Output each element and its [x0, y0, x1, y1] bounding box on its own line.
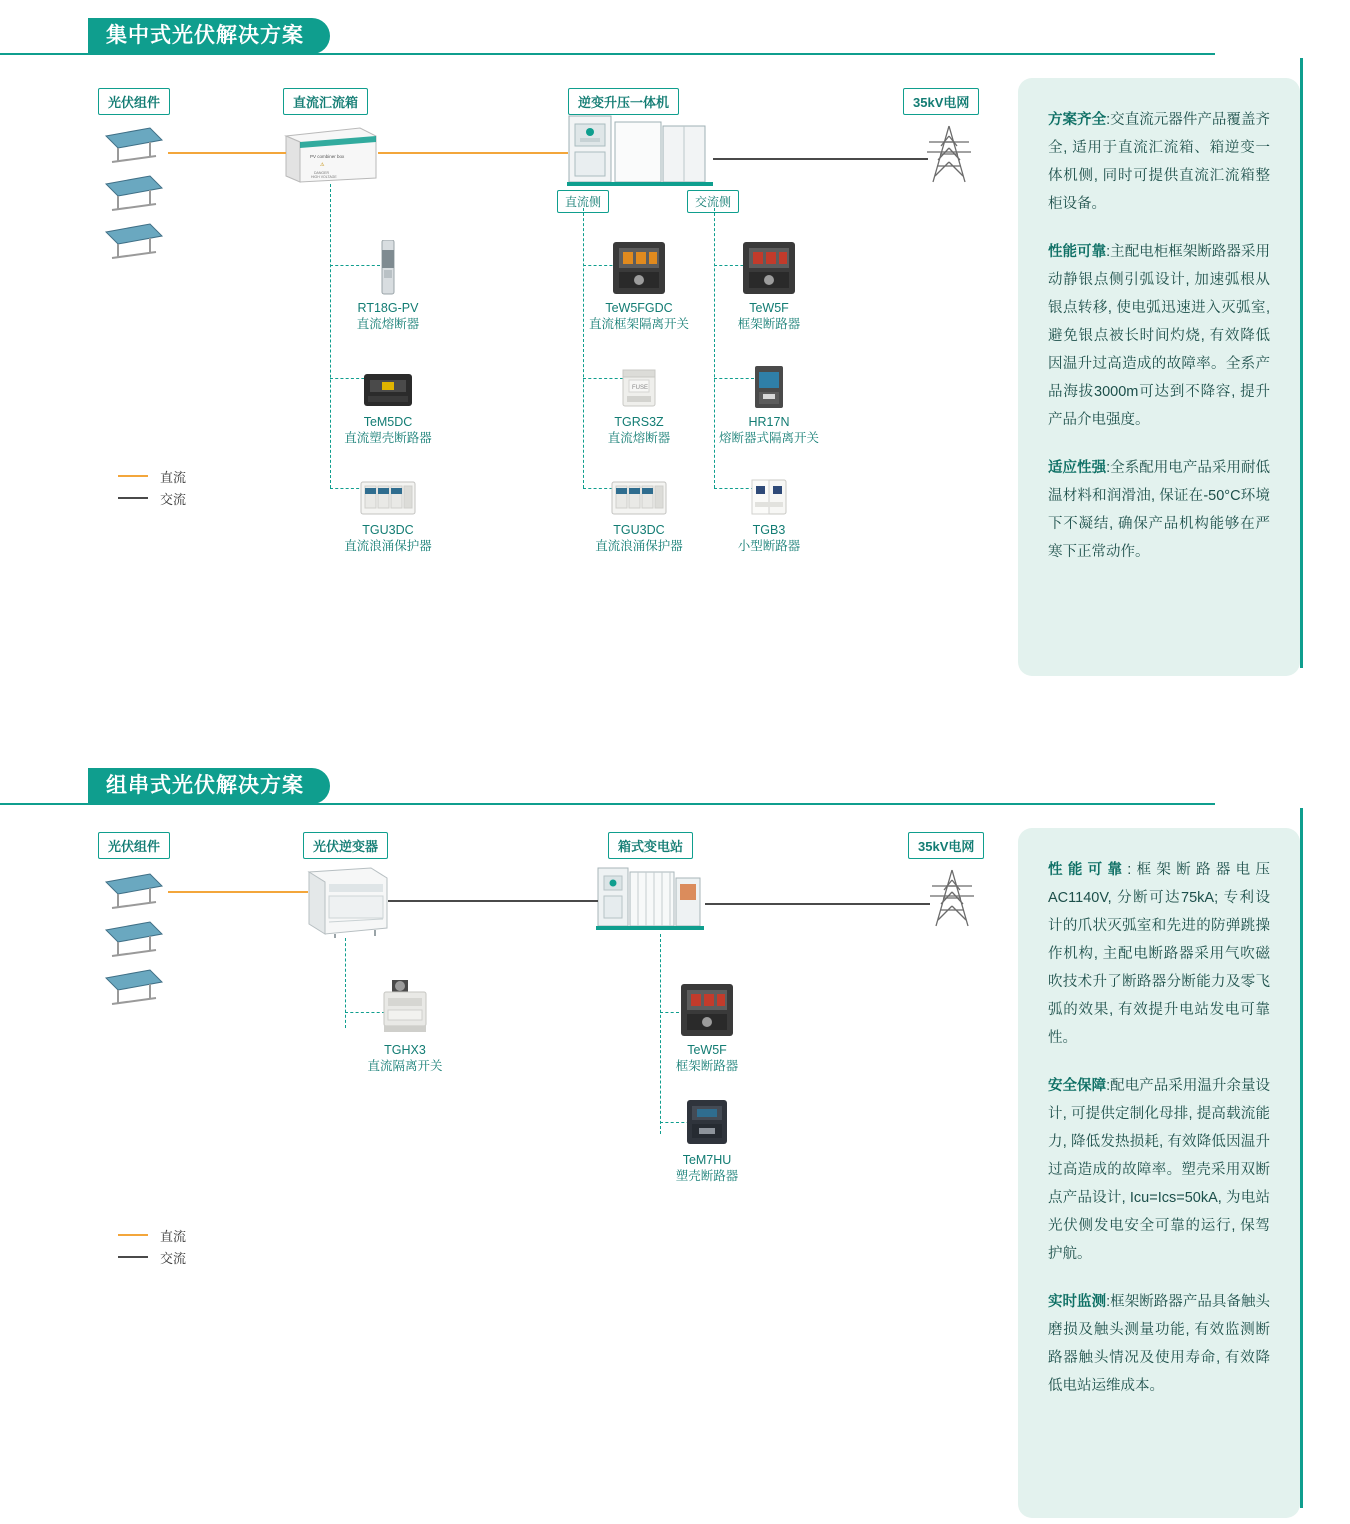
product-tem7hu — [632, 1090, 782, 1184]
section-2-title: 组串式光伏解决方案 — [88, 768, 330, 804]
pv-inverter-icon — [305, 866, 391, 938]
tgb3-icon — [694, 460, 844, 518]
info-text: :框架断路器电压AC1140V, 分断可达75kA; 专利设计的爪状灭弧室和先进的防弹跳操作机构, 主配电断路器采用气吹磁吹技术升了断路器分断能力及零飞弧的效果, 有效提升电站发电可靠性。 — [1048, 862, 1271, 1046]
legend-row-ac — [118, 487, 186, 509]
product-tew5f-2 — [632, 980, 782, 1074]
dc-line-combiner-to-inverter — [378, 152, 568, 154]
product-desc: 直流熔断器 — [356, 317, 420, 331]
product-name: TGRS3Z — [614, 415, 664, 429]
tew5f-icon-2 — [632, 980, 782, 1038]
legend-row-ac — [118, 1246, 186, 1268]
ac-line-substation-to-grid — [705, 903, 930, 905]
product-desc: 直流熔断器 — [607, 431, 671, 445]
legend-row-dc — [118, 1224, 186, 1246]
tem5dc-icon — [313, 352, 463, 410]
info-paragraph-1 — [1048, 106, 1270, 218]
legend-label-ac: 交流 — [160, 491, 187, 507]
ac-line-inverter-to-substation — [388, 900, 598, 902]
product-name: TGU3DC — [613, 523, 665, 537]
tgu3dc-icon-2 — [564, 460, 714, 518]
product-name: TeW5F — [687, 1043, 727, 1057]
stage-label-pv-inverter: 光伏逆变器 — [303, 832, 388, 859]
info-text: :框架断路器产品具备触头磨损及触头测量功能, 有效监测断路器触头情况及使用寿命, 有效降低电站运维成本。 — [1048, 1294, 1270, 1394]
product-tgu3dc-1 — [313, 460, 463, 554]
product-tgrs3z — [564, 352, 714, 446]
product-desc: 直流浪涌保护器 — [344, 539, 432, 553]
svg-text:HIGH VOLTAGE: HIGH VOLTAGE — [311, 175, 337, 179]
info-paragraph-3 — [1048, 454, 1270, 566]
section-2-header — [88, 768, 330, 804]
info-title: 性能可靠 — [1048, 244, 1107, 260]
info-text: :全系配用电产品采用耐低温材料和润滑油, 保证在-50°C环境下不凝结, 确保产品机构能够在严寒下正常动作。 — [1048, 460, 1270, 560]
legend-swatch-ac — [118, 497, 148, 499]
stage-label-inverter-booster: 逆变升压一体机 — [568, 88, 679, 115]
product-name: TGB3 — [752, 523, 786, 537]
stage-label-substation: 箱式变电站 — [608, 832, 693, 859]
info-title: 性能可靠 — [1048, 862, 1128, 878]
product-hr17n — [694, 352, 844, 446]
product-tgu3dc-2 — [564, 460, 714, 554]
product-tem5dc — [313, 352, 463, 446]
tem7hu-icon — [632, 1090, 782, 1148]
pv-array-icon-1 — [100, 122, 190, 272]
legend-label-dc: 直流 — [160, 1228, 187, 1244]
grid-tower-icon-1 — [925, 122, 973, 184]
product-desc: 直流框架隔离开关 — [588, 317, 689, 331]
combiner-box-icon — [284, 122, 379, 184]
legend-swatch-dc — [118, 1234, 148, 1236]
panel-accent-1 — [1300, 58, 1303, 668]
product-name: HR17N — [748, 415, 790, 429]
info-paragraph-2 — [1048, 1072, 1270, 1268]
legend-label-ac: 交流 — [160, 1250, 187, 1266]
legend-swatch-dc — [118, 475, 148, 477]
product-name: TeM5DC — [363, 415, 413, 429]
product-desc: 直流隔离开关 — [367, 1059, 443, 1073]
rt18g-pv-icon — [313, 238, 463, 296]
tghx3-icon — [330, 980, 480, 1038]
info-text: :交直流元器件产品覆盖齐全, 适用于直流汇流箱、箱逆变一体机侧, 同时可提供直流汇流箱整柜设备。 — [1048, 112, 1270, 212]
inverter-booster-icon — [567, 112, 717, 190]
tgu3dc-icon-1 — [313, 460, 463, 518]
info-text: :主配电柜框架断路器采用动静银点侧引弧设计, 加速弧根从银点转移, 使电弧迅速进入灭弧室, 避免银点被长时间灼烧, 有效降低因温升过高造成的故障率。全系产品海拔3000m可达到不降容, 提升产品介电强度。 — [1048, 244, 1270, 428]
hr17n-icon — [694, 352, 844, 410]
product-desc: 熔断器式隔离开关 — [718, 431, 819, 445]
info-panel-2 — [1018, 828, 1300, 1518]
product-name: TeW5FGDC — [605, 301, 673, 315]
tew5fgdc-icon — [564, 238, 714, 296]
tew5f-icon-1 — [694, 238, 844, 296]
substation-icon — [596, 862, 706, 934]
panel-accent-2 — [1300, 808, 1303, 1508]
product-desc: 直流塑壳断路器 — [344, 431, 432, 445]
legend-swatch-ac — [118, 1256, 148, 1258]
legend-1 — [118, 465, 186, 509]
info-title: 适应性强 — [1048, 460, 1107, 476]
tag-dc-side: 直流侧 — [557, 190, 609, 213]
dc-line-module-to-inverter-2 — [168, 891, 308, 893]
product-tew5fgdc — [564, 238, 714, 332]
product-desc: 框架断路器 — [737, 317, 801, 331]
stage-label-grid-1: 35kV电网 — [903, 88, 979, 115]
ac-line-inverter-to-grid — [713, 158, 928, 160]
svg-text:DANGER: DANGER — [314, 171, 329, 175]
product-rt18g-pv — [313, 238, 463, 332]
svg-text:FUSE: FUSE — [632, 385, 649, 391]
info-paragraph-3 — [1048, 1288, 1270, 1400]
product-name: TeW5F — [749, 301, 789, 315]
tgrs3z-icon — [564, 352, 714, 410]
legend-row-dc — [118, 465, 186, 487]
product-name: RT18G-PV — [357, 301, 419, 315]
info-text: :配电产品采用温升余量设计, 可提供定制化母排, 提高载流能力, 降低发热损耗, 有效降低因温升过高造成的故障率。塑壳采用双断点产品设计, Icu=Ics=50kA, 为电站光伏侧发电安全可靠的运行, 保驾护航。 — [1048, 1078, 1270, 1262]
info-title: 安全保障 — [1048, 1078, 1107, 1094]
product-desc: 直流浪涌保护器 — [595, 539, 683, 553]
info-paragraph-2 — [1048, 238, 1270, 434]
stage-label-grid-2: 35kV电网 — [908, 832, 984, 859]
product-desc: 塑壳断路器 — [675, 1169, 739, 1183]
info-title: 实时监测 — [1048, 1294, 1107, 1310]
product-desc: 框架断路器 — [675, 1059, 739, 1073]
product-tew5f-1 — [694, 238, 844, 332]
section-1-title: 集中式光伏解决方案 — [88, 18, 330, 54]
product-name: TGU3DC — [362, 523, 414, 537]
info-paragraph-1 — [1048, 856, 1270, 1052]
legend-2 — [118, 1224, 186, 1268]
dc-line-module-to-combiner — [168, 152, 286, 154]
stage-label-combiner-box: 直流汇流箱 — [283, 88, 368, 115]
stage-label-pv-module-1: 光伏组件 — [98, 88, 170, 115]
product-name: TeM7HU — [682, 1153, 732, 1167]
tag-ac-side: 交流侧 — [687, 190, 739, 213]
product-name: TGHX3 — [384, 1043, 426, 1057]
section-1-header — [88, 18, 330, 54]
product-tghx3 — [330, 980, 480, 1074]
svg-text:⚠: ⚠ — [320, 162, 325, 168]
grid-tower-icon-2 — [928, 866, 976, 928]
legend-label-dc: 直流 — [160, 469, 187, 485]
product-desc: 小型断路器 — [737, 539, 801, 553]
svg-text:PV combiner box: PV combiner box — [310, 154, 345, 159]
product-tgb3 — [694, 460, 844, 554]
stage-label-pv-module-2: 光伏组件 — [98, 832, 170, 859]
info-panel-1 — [1018, 78, 1300, 676]
info-title: 方案齐全 — [1048, 112, 1107, 128]
